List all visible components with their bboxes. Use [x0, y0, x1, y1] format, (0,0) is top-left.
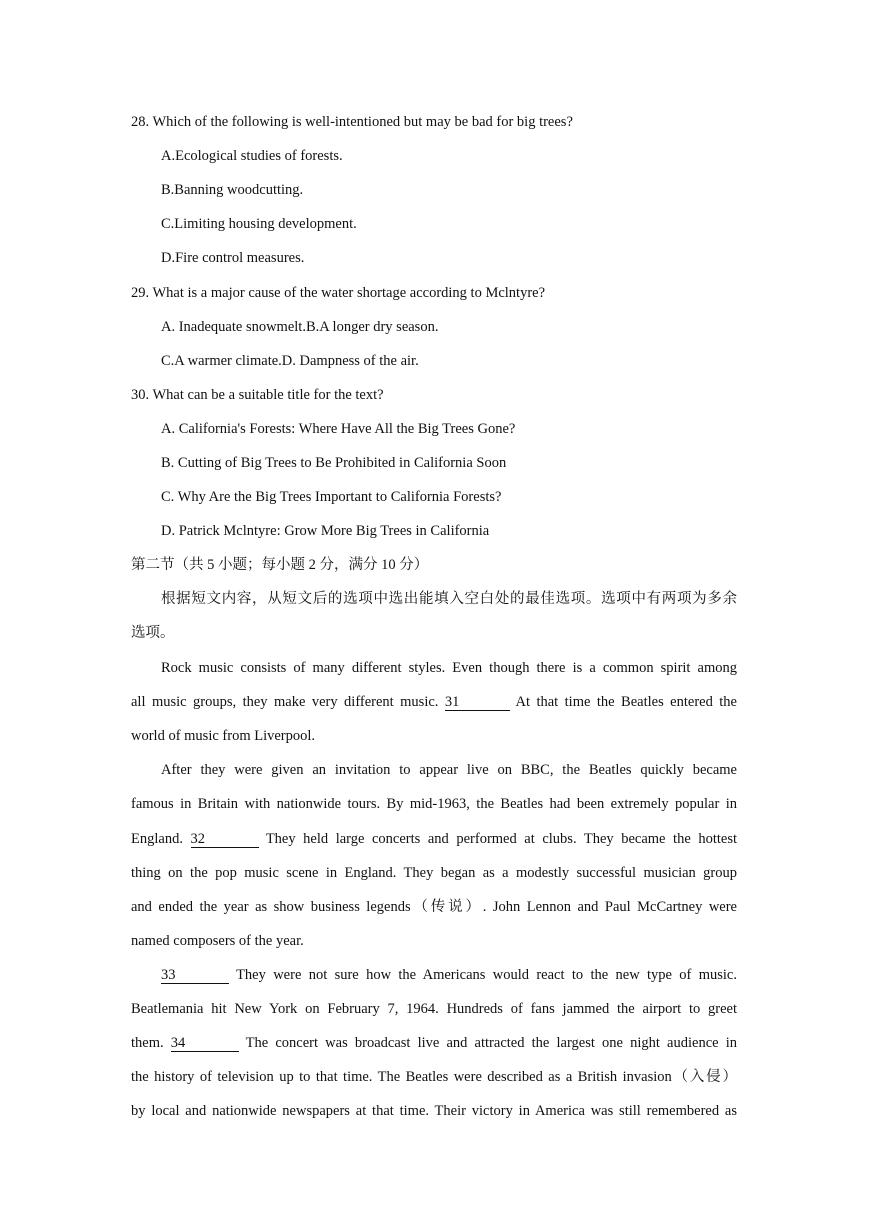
passage-p3-line-2: Beatlemania hit New York on February 7, 1964. Hundreds of fans jammed the airport to greet: [131, 1001, 737, 1017]
question-30-stem: 30. What can be a suitable title for the text?: [131, 387, 384, 403]
passage-p1-line-2: [131, 691, 737, 713]
passage-text: all music groups, they make very different music.: [131, 694, 439, 710]
passage-p1-line-1: Rock music consists of many different styles. Even though there is a common spirit among: [161, 660, 737, 676]
question-28-stem: 28. Which of the following is well-intentioned but may be bad for big trees?: [131, 114, 573, 130]
question-28-option-c: C.Limiting housing development.: [161, 216, 357, 232]
question-30-option-b: B. Cutting of Big Trees to Be Prohibited in California Soon: [161, 455, 507, 471]
passage-p2-line-5: and ended the year as show business legends（传说）. John Lennon and Paul McCartney were: [131, 899, 737, 915]
blank-32: 32: [191, 831, 259, 848]
question-30-option-a: A. California's Forests: Where Have All the Big Trees Gone?: [161, 421, 516, 437]
question-28-option-a: A.Ecological studies of forests.: [161, 148, 343, 164]
passage-p2-line-3: [131, 828, 737, 850]
question-30-option-c: C. Why Are the Big Trees Important to California Forests?: [161, 489, 502, 505]
question-29-options-ab: A. Inadequate snowmelt.B.A longer dry season.: [161, 319, 439, 335]
passage-p2-line-2: famous in Britain with nationwide tours. By mid-1963, the Beatles had been extremely popular in: [131, 796, 737, 812]
blank-34: 34: [171, 1035, 239, 1052]
passage-text: They were not sure how the Americans would react to the new type of music.: [236, 967, 737, 983]
section-instruction-line-2: 选项。: [131, 625, 175, 641]
blank-33: 33: [161, 967, 229, 984]
question-28-option-b: B.Banning woodcutting.: [161, 182, 304, 198]
passage-text: them.: [131, 1035, 164, 1051]
passage-p2-line-4: thing on the pop music scene in England. They began as a modestly successful musician group: [131, 865, 737, 881]
passage-p2-line-6: named composers of the year.: [131, 933, 304, 949]
passage-p3-line-3: [131, 1032, 737, 1054]
passage-text: The concert was broadcast live and attracted the largest one night audience in: [245, 1035, 737, 1051]
section-heading: 第二节（共 5 小题；每小题 2 分，满分 10 分）: [131, 557, 429, 573]
passage-p1-line-3: world of music from Liverpool.: [131, 728, 316, 744]
section-instruction-line-1: 根据短文内容，从短文后的选项中选出能填入空白处的最佳选项。选项中有两项为多余: [161, 591, 737, 607]
passage-p3-line-4: the history of television up to that time. The Beatles were described as a British invasion（入侵）: [131, 1069, 737, 1085]
passage-p2-line-1: After they were given an invitation to appear live on BBC, the Beatles quickly became: [161, 762, 737, 778]
passage-text: They held large concerts and performed at clubs. They became the hottest: [265, 831, 737, 847]
passage-p3-line-5: by local and nationwide newspapers at that time. Their victory in America was still remembered as: [131, 1103, 737, 1119]
passage-text: At that time the Beatles entered the: [515, 694, 737, 710]
question-29-stem: 29. What is a major cause of the water shortage according to Mclntyre?: [131, 285, 546, 301]
question-30-option-d: D. Patrick Mclntyre: Grow More Big Trees in California: [161, 523, 490, 539]
blank-31: 31: [445, 694, 510, 711]
passage-text: England.: [131, 831, 183, 847]
question-29-options-cd: C.A warmer climate.D. Dampness of the air.: [161, 353, 419, 369]
question-28-option-d: D.Fire control measures.: [161, 250, 305, 266]
passage-p3-line-1: [161, 964, 737, 986]
